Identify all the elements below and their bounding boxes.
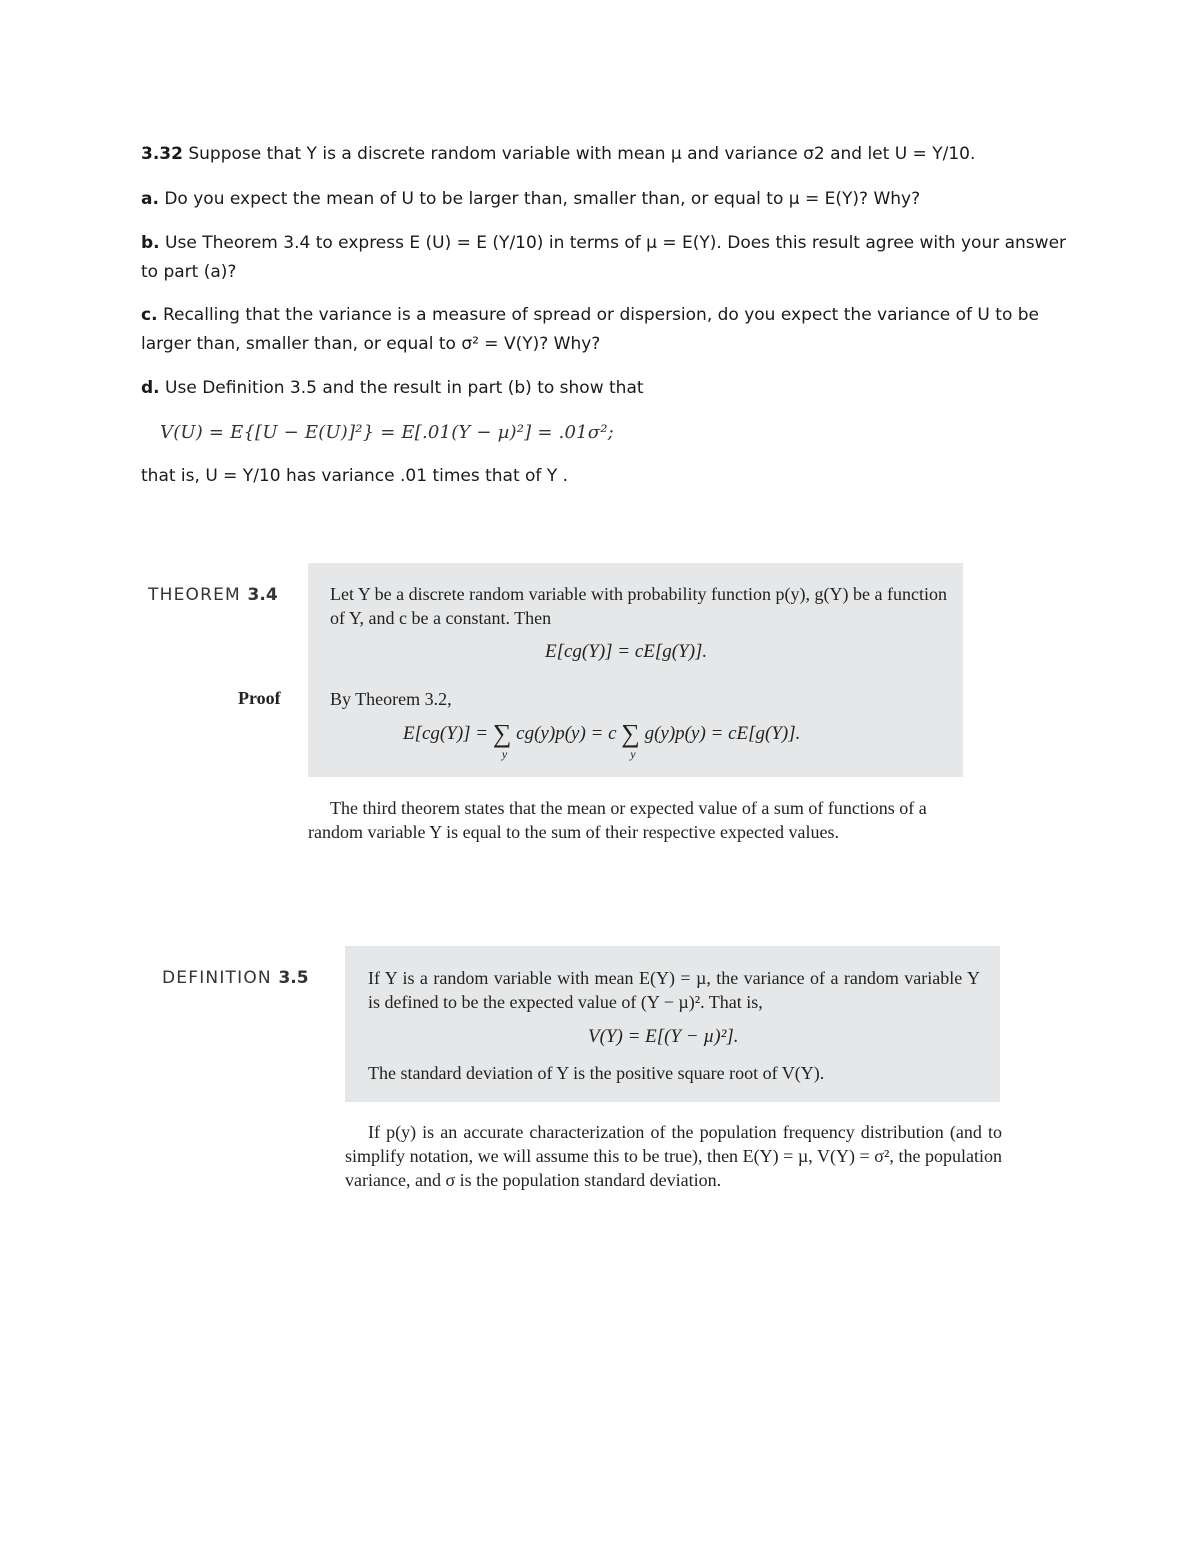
definition-statement: If Y is a random variable with mean E(Y) = µ, the variance of a random variable Y is defined to be the expected value of (Y − µ)². That is, bbox=[368, 968, 980, 1012]
definition-remark: If p(y) is an accurate characterization of the population frequency distribution (and to simplify notation, we will assume this to be true), then E(Y) = µ, V(Y) = σ², the population variance, and σ is the population standard deviation. bbox=[345, 1122, 1002, 1190]
part-d bbox=[141, 374, 1081, 403]
theorem-statement: Let Y be a discrete random variable with probability function p(y), g(Y) be a function of Y, and c be a constant. Then bbox=[330, 584, 947, 628]
definition-box bbox=[345, 946, 1000, 1102]
part-d-equation: V(U) = E{[U − E(U)]²} = E[.01(Y − µ)²] = .01σ²; bbox=[160, 422, 614, 443]
proof-label: Proof bbox=[238, 688, 281, 708]
definition-label-word: DEFINITION bbox=[162, 968, 272, 988]
theorem-label-word: THEOREM bbox=[148, 585, 241, 605]
proof-equation bbox=[403, 719, 801, 761]
summation-1 bbox=[492, 719, 512, 761]
definition-std-note: The standard deviation of Y is the positive square root of V(Y). bbox=[368, 1063, 825, 1083]
summation-2-symbol: ∑ bbox=[621, 719, 640, 748]
question-number: 3.32 bbox=[141, 144, 183, 164]
part-a-text: Do you expect the mean of U to be larger than, smaller than, or equal to µ = E(Y)? Why? bbox=[164, 189, 921, 209]
part-d-text: Use Definition 3.5 and the result in part (b) to show that bbox=[165, 378, 644, 398]
proof-eq-mid: cg(y)p(y) = c bbox=[516, 723, 617, 744]
part-a-label: a. bbox=[141, 189, 159, 209]
theorem-box bbox=[308, 563, 963, 777]
part-b-label: b. bbox=[141, 233, 160, 253]
summation-1-symbol: ∑ bbox=[492, 719, 512, 748]
theorem-label bbox=[148, 585, 278, 605]
part-b bbox=[141, 229, 1081, 287]
summation-1-index: y bbox=[501, 747, 508, 761]
part-c-label: c. bbox=[141, 305, 158, 325]
summation-2 bbox=[621, 719, 640, 761]
part-b-text: Use Theorem 3.4 to express E (U) = E (Y/10) in terms of µ = E(Y). Does this result agree with your answer to part (a)? bbox=[141, 233, 1067, 282]
part-c-text: Recalling that the variance is a measure of spread or dispersion, do you expect the variance of U to be larger than, smaller than, or equal to σ² = V(Y)? Why? bbox=[141, 305, 1040, 354]
theorem-label-number: 3.4 bbox=[247, 585, 278, 605]
question-text: Suppose that Y is a discrete random variable with mean µ and variance σ2 and let U = Y/10. bbox=[188, 144, 976, 164]
proof-eq-right: g(y)p(y) = cE[g(Y)]. bbox=[644, 723, 801, 744]
proof-eq-left: E[cg(Y)] = bbox=[403, 723, 489, 744]
part-d-label: d. bbox=[141, 378, 160, 398]
question-3-32 bbox=[141, 140, 1081, 169]
theorem-remark: The third theorem states that the mean or expected value of a sum of functions of a random variable Y is equal to the sum of their respective expected values. bbox=[308, 798, 927, 842]
definition-label-number: 3.5 bbox=[278, 968, 309, 988]
definition-equation: V(Y) = E[(Y − µ)²]. bbox=[588, 1026, 739, 1047]
definition-label bbox=[162, 968, 309, 988]
part-a bbox=[141, 185, 1081, 214]
theorem-equation: E[cg(Y)] = cE[g(Y)]. bbox=[545, 641, 708, 662]
proof-intro: By Theorem 3.2, bbox=[330, 689, 452, 709]
part-d-conclusion: that is, U = Y/10 has variance .01 times that of Y . bbox=[141, 466, 569, 486]
summation-2-index: y bbox=[630, 747, 636, 761]
part-c bbox=[141, 301, 1081, 359]
